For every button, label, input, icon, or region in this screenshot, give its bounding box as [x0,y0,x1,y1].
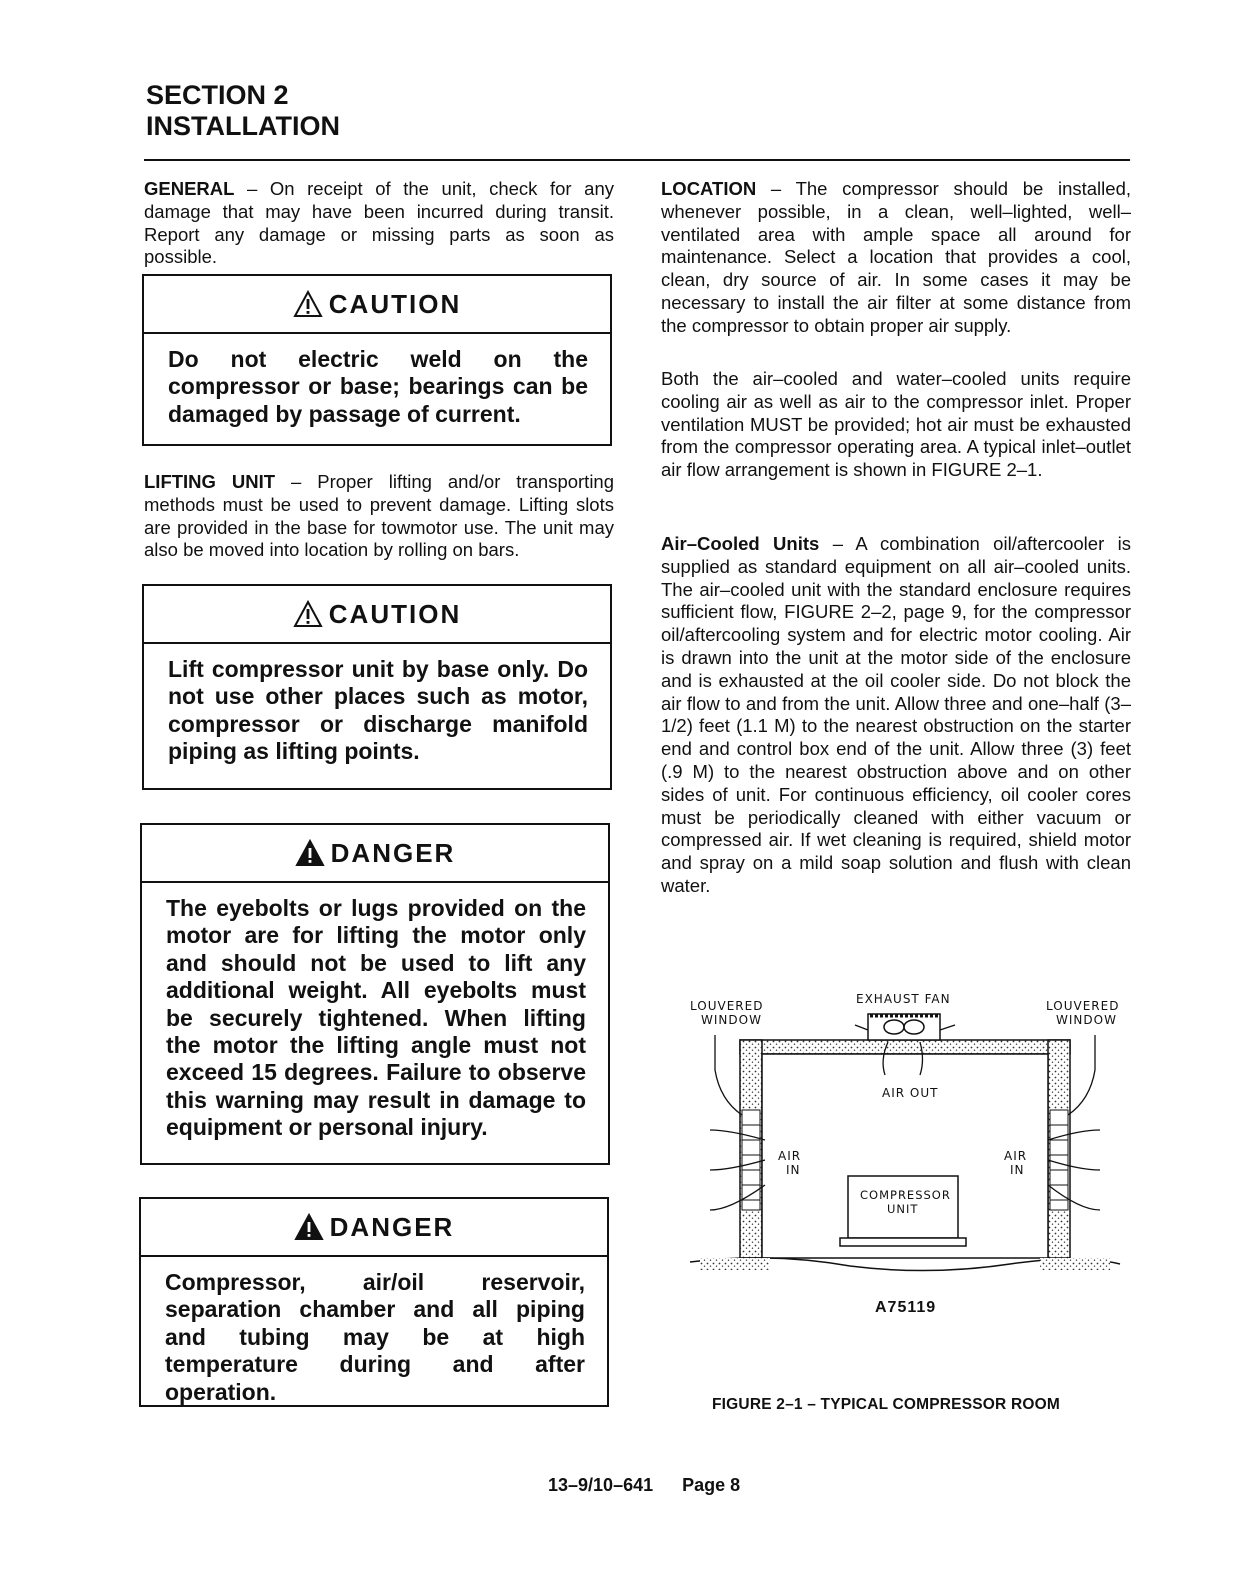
danger-box-eyebolts [140,823,610,1165]
general-text: – On receipt of the unit, check for any damage that may have been incurred during transit. Report any damage or missing parts as soon as possible. [144,178,614,268]
label-louvered-right: LOUVERED [1046,999,1120,1013]
location-text: – The compressor should be installed, whenever possible, in a clean, well–lighted, well–ventilated area with ample space all around for maintenance. Select a location that provides a cool, clean, dry source of air. In some cases it may be necessary to install the air filter at some distance from the compressor to obtain proper air supply. [661,178,1131,336]
ground-fill [1040,1258,1110,1270]
exhaust-fan-icon [868,1014,940,1040]
page-footer [548,1475,740,1496]
label-air-out: AIR OUT [882,1086,939,1100]
section-number: SECTION 2 [146,80,289,110]
lifting-text: – Proper lifting and/or transporting methods must be used to prevent damage. Lifting slots are provided in the base for towmotor use. The unit may also be moved into location by rolling on bars. [144,471,615,561]
caution-header [144,586,610,644]
label-louvered-left: LOUVERED [690,999,764,1013]
location-paragraph [661,178,1131,338]
caution-body: Lift compressor unit by base only. Do not use other places such as motor, compressor or discharge manifold piping as lifting points. [168,656,588,765]
caution-header [144,276,610,334]
caution-label: CAUTION [328,288,462,319]
label-unit: UNIT [887,1202,919,1216]
general-paragraph [144,178,614,269]
danger-box-temperature [139,1197,609,1407]
general-label: GENERAL [144,178,235,199]
section-title: INSTALLATION [146,111,340,141]
air-cooled-text: – A combination oil/aftercooler is supplied as standard equipment on all air–cooled units. The air–cooled unit with the standard enclosure requires sufficient flow, FIGURE 2–2, page 9, for the compressor oil/aftercooling system and for electric motor cooling. Air is drawn into the unit at the motor side of the enclosure and is exhausted at the oil cooler side. Do not block the air flow to and from the unit. Allow three and one–half (3–1/2) feet (1.1 M) to the nearest obstruction on the starter end and control box end of the unit. Allow three (3) feet (.9 M) to the nearest obstruction above and on other sides of unit. For continuous efficiency, oil cooler cores must be periodically cleaned with either vacuum or compressed air. If wet cleaning is required, shield motor and spray on a mild soap solution and flush with clean water. [661,533,1131,896]
page-number: Page 8 [682,1475,741,1495]
label-air-in-left-2: IN [786,1163,801,1177]
caution-body: Do not electric weld on the compressor or base; bearings can be damaged by passage of current. [168,346,588,427]
label-compressor: COMPRESSOR [860,1188,951,1202]
label-window-right: WINDOW [1056,1013,1117,1027]
ground-fill [700,1258,770,1270]
compressor-room-diagram [670,980,1140,1330]
caution-box-weld [142,274,612,446]
caution-label: CAUTION [328,598,462,629]
caution-warning-icon [293,600,323,628]
section-heading [146,80,340,142]
danger-warning-icon [294,1213,324,1241]
danger-body: Compressor, air/oil reservoir, separation chamber and all piping and tubing may be at high temperature during and after operation. [165,1269,585,1405]
danger-header [141,1199,607,1257]
label-air-in-left: AIR [778,1149,802,1163]
louvered-window-right [1050,1110,1068,1210]
air-cooled-label: Air–Cooled Units [661,533,820,554]
label-air-in-right-2: IN [1010,1163,1025,1177]
doc-number: 13–9/10–641 [548,1475,654,1495]
air-cooled-paragraph [661,533,1131,898]
heading-rule [144,159,1130,161]
label-air-in-right: AIR [1004,1149,1028,1163]
danger-label: DANGER [330,837,456,868]
danger-header [142,825,608,883]
danger-body: The eyebolts or lugs provided on the motor are for lifting the motor only and should not be used to lift any additional weight. All eyebolts must be securely tightened. When lifting the motor the lifting angle must not exceed 15 degrees. Failure to observe this warning may result in damage to equipment or personal injury. [166,895,586,1141]
figure-caption: FIGURE 2–1 – TYPICAL COMPRESSOR ROOM [712,1396,1060,1413]
caution-warning-icon [293,290,323,318]
location-label: LOCATION [661,178,757,199]
lifting-label: LIFTING UNIT [144,471,276,492]
ventilation-paragraph: Both the air–cooled and water–cooled units require cooling air as well as air to the compressor inlet. Proper ventilation MUST be provided; hot air must be exhausted from the compressor operating area. A typical inlet–outlet air flow arrangement is shown in FIGURE 2–1. [661,368,1131,481]
danger-label: DANGER [329,1211,455,1242]
caution-box-lift [142,584,612,790]
figure-id: A75119 [875,1299,937,1316]
lifting-paragraph [144,471,614,562]
danger-warning-icon [295,839,325,867]
label-window-left: WINDOW [701,1013,762,1027]
label-exhaust-fan: EXHAUST FAN [856,992,951,1006]
